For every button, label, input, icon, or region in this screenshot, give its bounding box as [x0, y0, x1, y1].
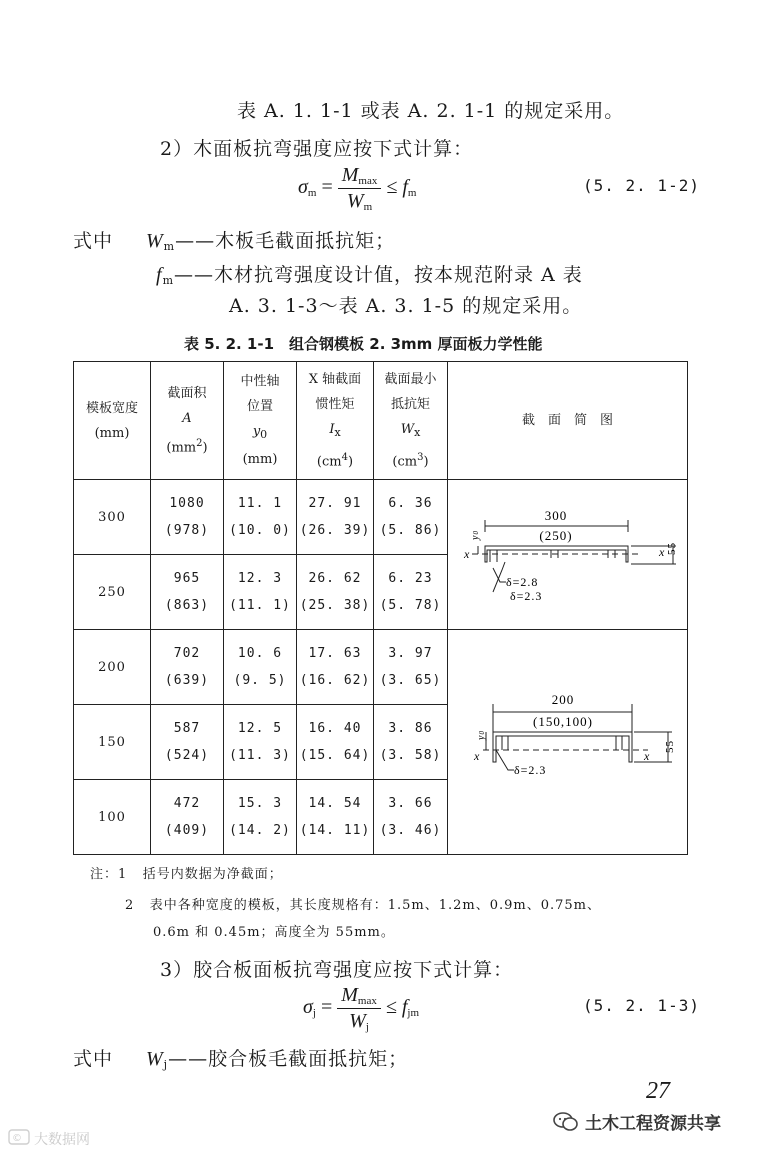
diagram2-y0-label: y0: [476, 730, 487, 740]
diagram2-net-width-label: (150,100): [533, 714, 593, 729]
header-section-modulus: 截面最小 抵抗矩 $W_x$ $(cm^3)$: [374, 362, 448, 480]
cell-ix: 27. 91 (26. 39): [297, 480, 374, 555]
header-neutral-axis: 中性轴 位置 $y_0$ (mm): [224, 362, 297, 480]
def-wj-text: ——胶合板毛截面抵抗矩；: [168, 1048, 409, 1070]
cell-width: 250: [74, 555, 151, 630]
def-fm-symbol: f: [156, 264, 163, 286]
properties-table: [73, 361, 688, 855]
eq2-rhs: ≤ f: [385, 996, 408, 1019]
watermark-icon: [8, 1128, 30, 1150]
table-title: 表 5. 2. 1-1 组合钢模板 2. 3mm 厚面板力学性能: [184, 335, 543, 353]
diagram2-x-right: x: [644, 749, 651, 763]
cell-area: 587 (524): [151, 705, 224, 780]
def-wj-symbol: W: [146, 1048, 164, 1070]
cell-ix: 14. 54 (14. 11): [297, 780, 374, 855]
header-width: 模板宽度 (mm): [74, 362, 151, 480]
def-fm-sub: m: [162, 274, 174, 287]
wechat-icon: [553, 1111, 579, 1133]
eq1-fraction: [338, 164, 382, 213]
eq1-denominator-sub: m: [363, 201, 373, 213]
def-wm-text: ——木板毛截面抵抗矩；: [175, 230, 396, 252]
item-2-heading: 2）木面板抗弯强度应按下式计算：: [160, 138, 474, 160]
def-wm-symbol: W: [146, 230, 164, 252]
cell-y0: 10. 6 (9. 5): [224, 630, 297, 705]
diagram1-net-width-label: (250): [539, 527, 573, 543]
eq2-numerator-sub: max: [357, 995, 377, 1007]
cell-width: 100: [74, 780, 151, 855]
eq1-numerator-sub: max: [358, 175, 378, 187]
cell-ix: 16. 40 (15. 64): [297, 705, 374, 780]
diagram1-thickness-1: δ=2.8: [506, 574, 539, 589]
def-fm: [156, 260, 583, 287]
where-label-1: 式中: [73, 230, 114, 252]
note-2-continued: 0.6m 和 0.45m；高度全为 55mm。: [153, 925, 395, 940]
def-fm-text: ——木材抗弯强度设计值，按本规范附录 A 表: [174, 264, 583, 286]
eq2-fraction: [337, 984, 381, 1033]
equation-5-2-1-2: $\sigma_m$ = $\frac{M_{max}}{W_m}$ ≤ $f_m$: [298, 164, 417, 213]
cell-width: 300: [74, 480, 151, 555]
diagram2-width-label: 200: [551, 692, 575, 707]
eq2-denominator-sub: j: [365, 1021, 369, 1033]
diagram1-width-label: 300: [544, 507, 568, 523]
def-wm-sub: m: [163, 240, 176, 253]
cell-area: 472 (409): [151, 780, 224, 855]
cell-y0: 12. 5 (11. 3): [224, 705, 297, 780]
table-row: [74, 630, 688, 705]
eq2-number: (5. 2. 1-3): [583, 996, 700, 1015]
note-2-number: 2: [125, 898, 135, 913]
cell-area: 965 (863): [151, 555, 224, 630]
table-header-row: [74, 362, 688, 480]
section-diagram-200: [448, 630, 688, 855]
eq1-rhs-sub: m: [407, 187, 417, 200]
page-number: 27: [646, 1078, 670, 1104]
eq1-numerator: M: [341, 164, 359, 186]
cell-wx: 3. 97 (3. 65): [374, 630, 448, 705]
cell-wx: 3. 86 (3. 58): [374, 705, 448, 780]
note-2-text: 表中各种宽度的模板，其长度规格有：1.5m、1.2m、0.9m、0.75m、: [149, 898, 601, 913]
note-1-text: 括号内数据为净截面；: [142, 867, 283, 882]
where-label-2: 式中: [73, 1048, 114, 1070]
eq1-rhs: ≤ f: [386, 176, 408, 199]
eq2-rhs-sub: jm: [407, 1007, 420, 1020]
channel-section-200: [448, 632, 686, 852]
def-fm-continued: A. 3. 1-3～表 A. 3. 1-5 的规定采用。: [229, 295, 583, 317]
diagram1-y0-label: y0: [470, 529, 481, 540]
note-2: [125, 894, 601, 913]
eq2-sigma: σ: [303, 996, 313, 1019]
note-label: 注：1: [90, 867, 128, 882]
def-wj: [146, 1044, 408, 1071]
header-area: 截面积 A $(mm^2)$: [151, 362, 224, 480]
cell-y0: 11. 1 (10. 0): [224, 480, 297, 555]
cell-ix: 26. 62 (25. 38): [297, 555, 374, 630]
equation-5-2-1-3: $\sigma_j$ = $\frac{M_{max}}{W_j}$ ≤ $f_{jm}$: [303, 984, 420, 1033]
eq2-sigma-sub: j: [312, 1007, 316, 1020]
cell-width: 200: [74, 630, 151, 705]
cell-area: 1080 (978): [151, 480, 224, 555]
diagram2-thickness: δ=2.3: [514, 763, 547, 777]
watermark: [8, 1128, 90, 1150]
header-diagram: 截 面 简 图: [448, 362, 688, 480]
header-inertia: X 轴截面 惯性矩 $I_x$ $(cm^4)$: [297, 362, 374, 480]
watermark-text: 大数据网: [34, 1132, 90, 1148]
note-1: [90, 863, 283, 882]
cell-y0: 15. 3 (14. 2): [224, 780, 297, 855]
diagram1-x-right: x: [659, 544, 666, 559]
text-line-1: 表 A. 1. 1-1 或表 A. 2. 1-1 的规定采用。: [237, 100, 625, 122]
eq2-numerator: M: [341, 984, 358, 1006]
svg-text:©: ©: [12, 1133, 22, 1144]
cell-wx: 6. 36 (5. 86): [374, 480, 448, 555]
table-row: [74, 480, 688, 555]
diagram2-height-label: 55: [664, 740, 676, 753]
cell-wx: 6. 23 (5. 78): [374, 555, 448, 630]
channel-section-300: [448, 482, 686, 628]
def-wm: [146, 226, 395, 253]
diagram2-x-left: x: [474, 749, 481, 763]
item-3-heading: 3）胶合板面板抗弯强度应按下式计算：: [160, 959, 514, 981]
cell-y0: 12. 3 (11. 1): [224, 555, 297, 630]
cell-ix: 17. 63 (16. 62): [297, 630, 374, 705]
account-name: 土木工程资源共享: [585, 1114, 721, 1134]
cell-area: 702 (639): [151, 630, 224, 705]
eq2-denominator: W: [349, 1010, 366, 1032]
diagram1-height-label: 55: [666, 541, 678, 555]
eq1-sigma: σ: [298, 176, 308, 199]
wechat-account-badge: [553, 1109, 721, 1134]
diagram1-thickness-2: δ=2.3: [510, 588, 543, 603]
eq1-number: (5. 2. 1-2): [583, 176, 700, 195]
def-wj-sub: j: [163, 1058, 169, 1071]
eq1-denominator: W: [346, 190, 364, 212]
eq1-sigma-sub: m: [307, 187, 317, 200]
section-diagram-300: [448, 480, 688, 630]
cell-width: 150: [74, 705, 151, 780]
diagram1-x-left: x: [464, 546, 471, 561]
cell-wx: 3. 66 (3. 46): [374, 780, 448, 855]
